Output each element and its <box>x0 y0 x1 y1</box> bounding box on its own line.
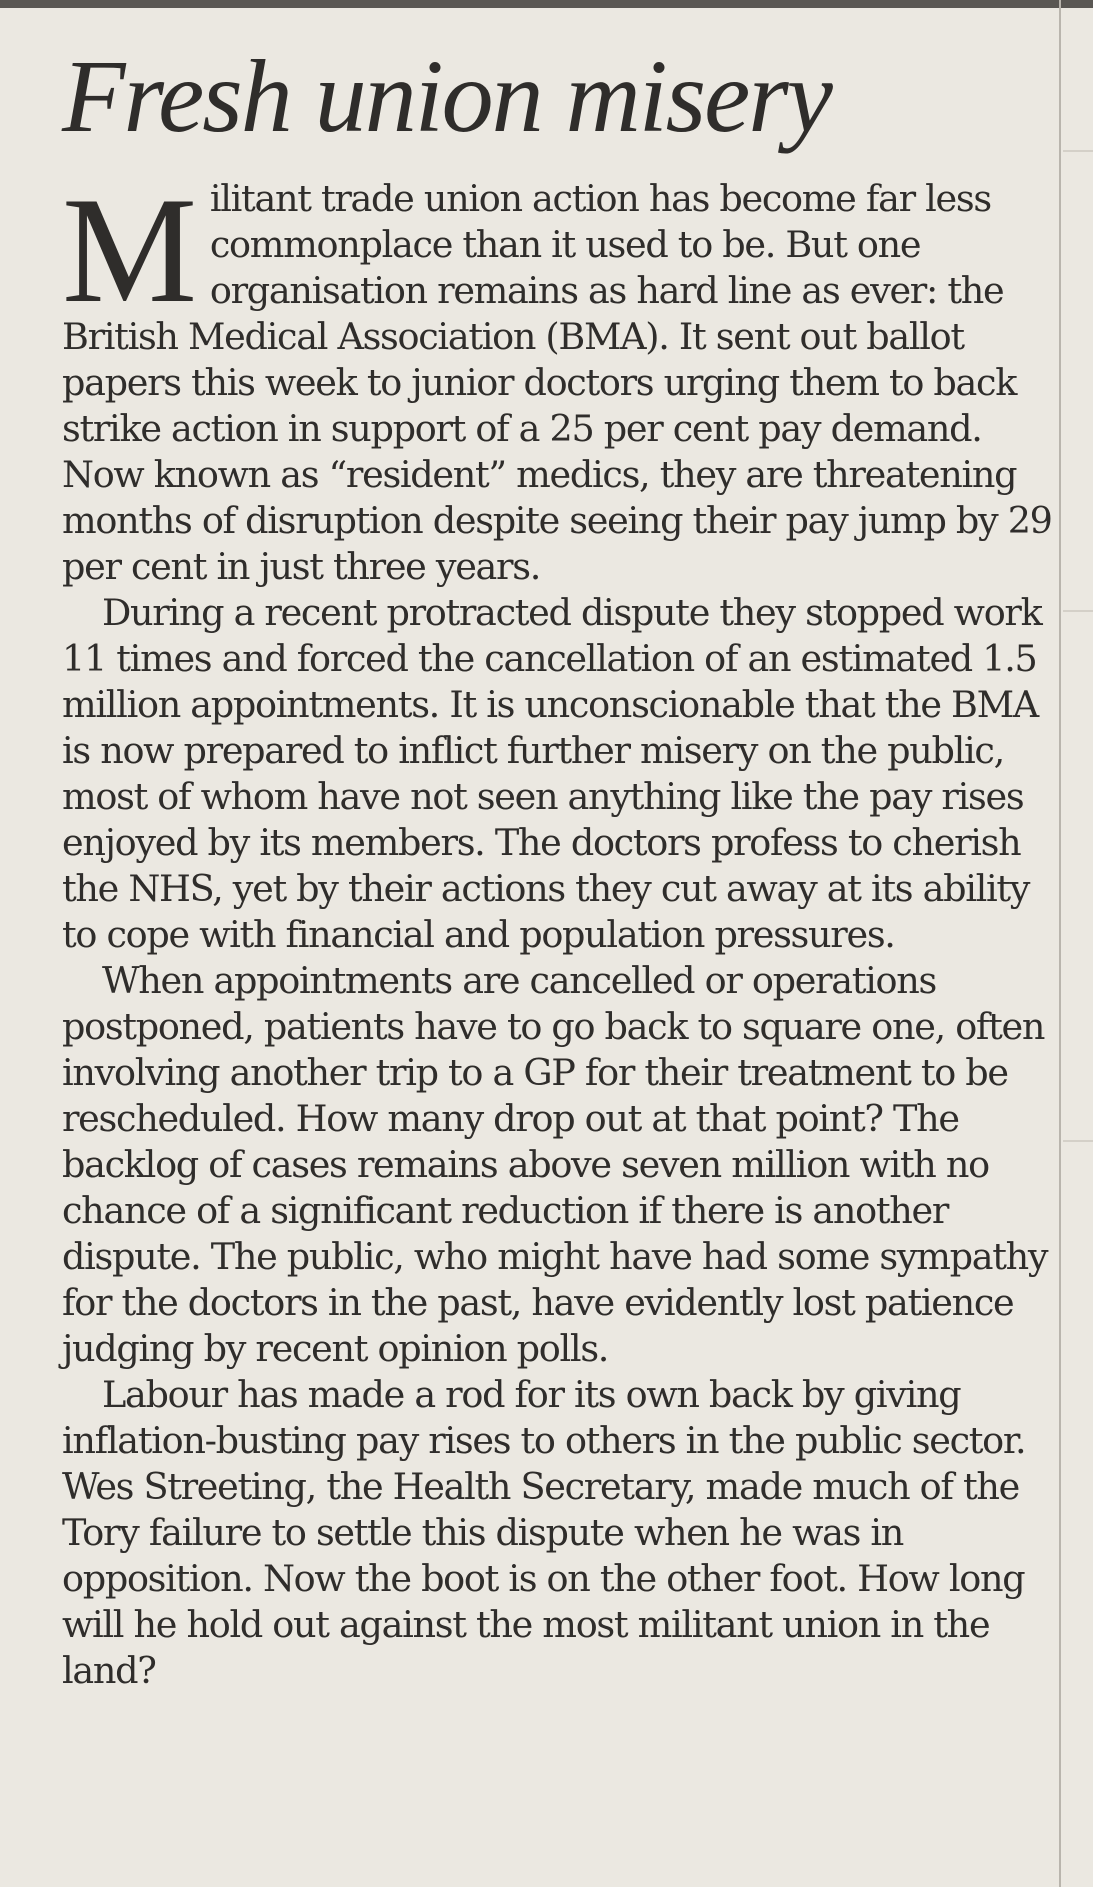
adjacent-column-edge <box>1063 1140 1093 1142</box>
paragraph-2: During a recent protracted dispute they stopped work 11 times and forced the cancellation of an estimated 1.5 million appointments. It is unconscionable that the BMA is now prepared to inflict further misery on the public, most of whom have not seen anything like the pay rises enjoyed by its members. The doctors profess to cherish the NHS, yet by their actions they cut away at its ability to cope with financial and population pressures. <box>62 591 1042 957</box>
editorial-article <box>62 40 1054 1694</box>
paragraph-1 <box>62 166 1054 590</box>
adjacent-column-edge <box>1063 150 1093 152</box>
drop-cap: M <box>62 166 196 335</box>
headline: Fresh union misery <box>62 39 831 154</box>
paragraph-1-text: ilitant trade union action has become far less commonplace than it used to be. But one organisation remains as hard line as ever: the British Medical Association (BMA). It sent out ballot papers this week to junior doctors urging them to back strike action in support of a 25 per cent pay demand. Now known as “resident” medics, they are threatening months of disruption despite seeing their pay jump by 29 per cent in just three years. <box>62 177 1052 589</box>
adjacent-column-edge <box>1063 610 1093 612</box>
article-body <box>62 166 1054 1694</box>
page-top-edge <box>0 0 1093 8</box>
paragraph-4: Labour has made a rod for its own back by giving inflation-busting pay rises to others in the public sector. Wes Streeting, the Health Secretary, made much of the Tory failure to settle this dispute when he was in opposition. Now the boot is on the other foot. How long will he hold out against the most militant union in the land? <box>62 1373 1026 1693</box>
column-rule <box>1059 0 1061 1887</box>
paragraph-3: When appointments are cancelled or operations postponed, patients have to go back to square one, often involving another trip to a GP for their treatment to be rescheduled. How many drop out at that point? The backlog of cases remains above seven million with no chance of a significant reduction if there is another dispute. The public, who might have had some sympathy for the doctors in the past, have evidently lost patience judging by recent opinion polls. <box>62 959 1048 1371</box>
